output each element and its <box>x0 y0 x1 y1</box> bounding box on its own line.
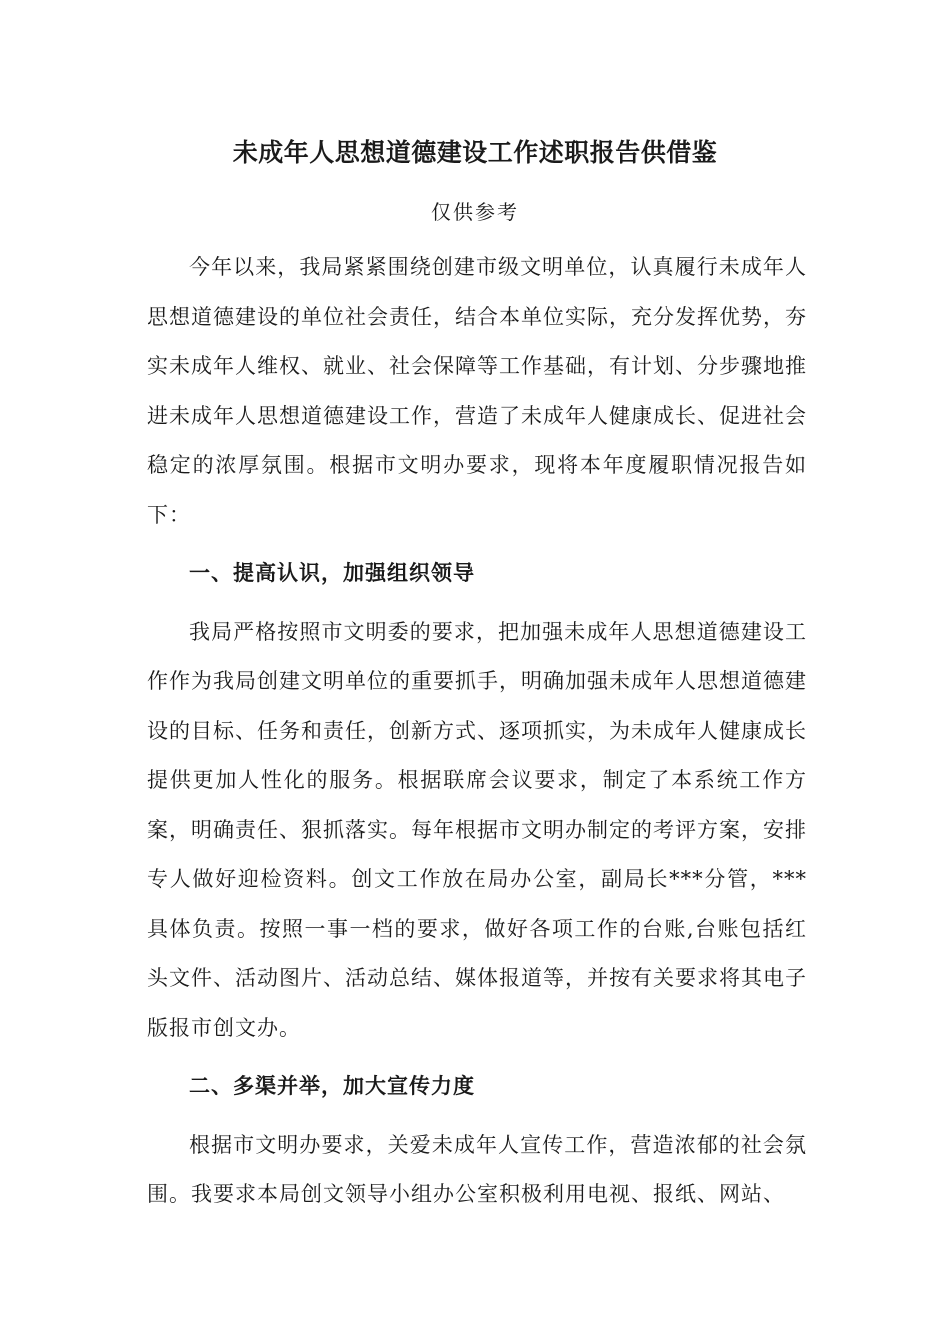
document-subtitle: 仅供参考 <box>431 200 519 224</box>
document-title: 未成年人思想道德建设工作述职报告供借鉴 <box>232 138 718 167</box>
section-1-heading: 一、提高认识，加强组织领导 <box>189 561 475 585</box>
section-1-paragraph: 我局严格按照市文明委的要求，把加强未成年人思想道德建设工作作为我局创建文明单位的重要抓手，明确加强未成年人思想道德建设的目标、任务和责任，创新方式、逐项抓实，为未成年人健康成长提供更加人性化的服务。根据联席会议要求，制定了本系统工作方案，明确责任、狠抓落实。每年根据市文明办制定的考评方案，安排专人做好迎检资料。创文工作放在局办公室，副局长***分管，***具体负责。按照一事一档的要求，做好各项工作的台账,台账包括红头文件、活动图片、活动总结、媒体报道等，并按有关要求将其电子版报市创文办。 <box>147 619 807 1040</box>
section-2-paragraph: 根据市文明办要求，关爱未成年人宣传工作，营造浓郁的社会氛围。我要求本局创文领导小组办公室积极利用电视、报纸、网站、 <box>147 1132 807 1206</box>
document-body <box>147 243 807 1220</box>
intro-paragraph: 今年以来，我局紧紧围绕创建市级文明单位，认真履行未成年人思想道德建设的单位社会责任，结合本单位实际，充分发挥优势，夯实未成年人维权、就业、社会保障等工作基础，有计划、分步骤地推进未成年人思想道德建设工作，营造了未成年人健康成长、促进社会稳定的浓厚氛围。根据市文明办要求，现将本年度履职情况报告如下： <box>147 255 807 527</box>
section-2-heading: 二、多渠并举，加大宣传力度 <box>189 1074 475 1098</box>
